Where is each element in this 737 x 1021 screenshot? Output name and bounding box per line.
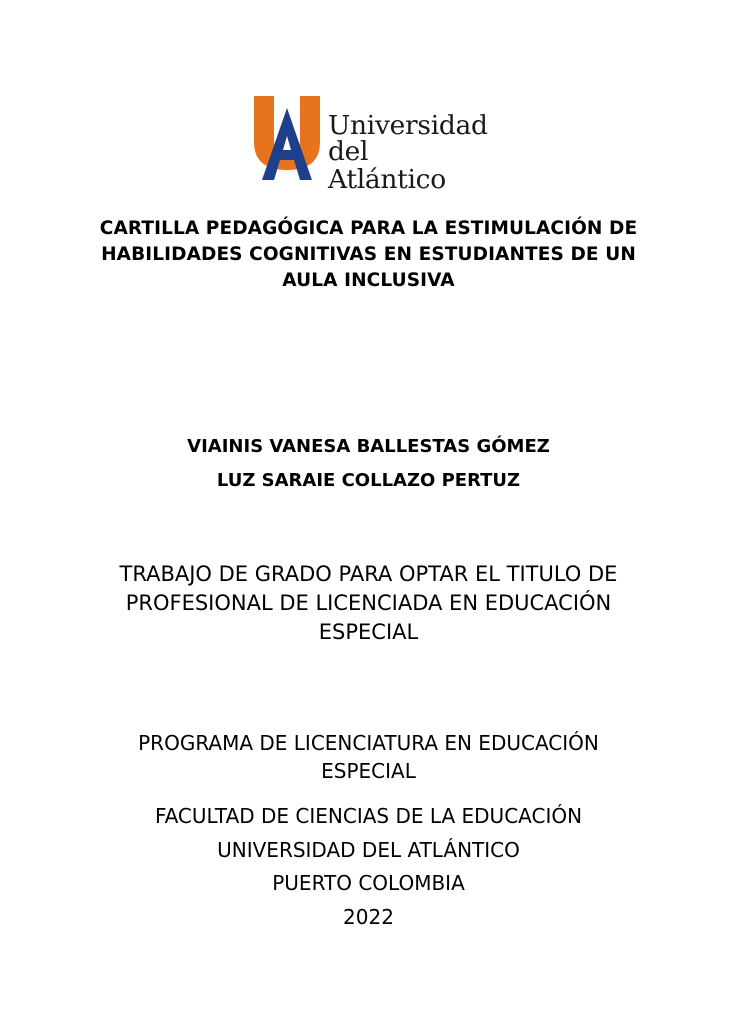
title-line-1: CARTILLA PEDAGÓGICA PARA LA ESTIMULACIÓN DE	[99, 218, 638, 239]
university-name: UNIVERSIDAD DEL ATLÁNTICO	[217, 837, 520, 862]
title-line-3: AULA INCLUSIVA	[282, 270, 455, 291]
degree-line-2: PROFESIONAL DE LICENCIADA EN EDUCACIÓN	[125, 591, 612, 615]
faculty-name: FACULTAD DE CIENCIAS DE LA EDUCACIÓN	[154, 804, 583, 828]
logo-wordmark	[328, 112, 492, 194]
year: 2022	[343, 904, 394, 929]
logo-line-1: Universidad	[328, 110, 488, 141]
university-logo	[252, 94, 492, 195]
ua-logo-mark-icon	[252, 94, 322, 182]
author-1: VIAINIS VANESA BALLESTAS GÓMEZ	[187, 436, 550, 457]
degree-statement	[0, 560, 737, 647]
program-line-2: ESPECIAL	[321, 759, 416, 783]
city-name: PUERTO COLOMBIA	[272, 871, 465, 895]
logo-line-2: del Atlántico	[328, 136, 446, 195]
institution-block	[0, 800, 737, 934]
program-name	[0, 729, 737, 785]
degree-line-1: TRABAJO DE GRADO PARA OPTAR EL TITULO DE	[119, 562, 618, 586]
author-2: LUZ SARAIE COLLAZO PERTUZ	[216, 470, 521, 491]
authors	[0, 430, 737, 498]
program-line-1: PROGRAMA DE LICENCIATURA EN EDUCACIÓN	[138, 731, 599, 755]
degree-line-3: ESPECIAL	[318, 620, 419, 644]
title-line-2: HABILIDADES COGNITIVAS EN ESTUDIANTES DE UN	[101, 244, 636, 265]
document-title	[0, 216, 737, 294]
